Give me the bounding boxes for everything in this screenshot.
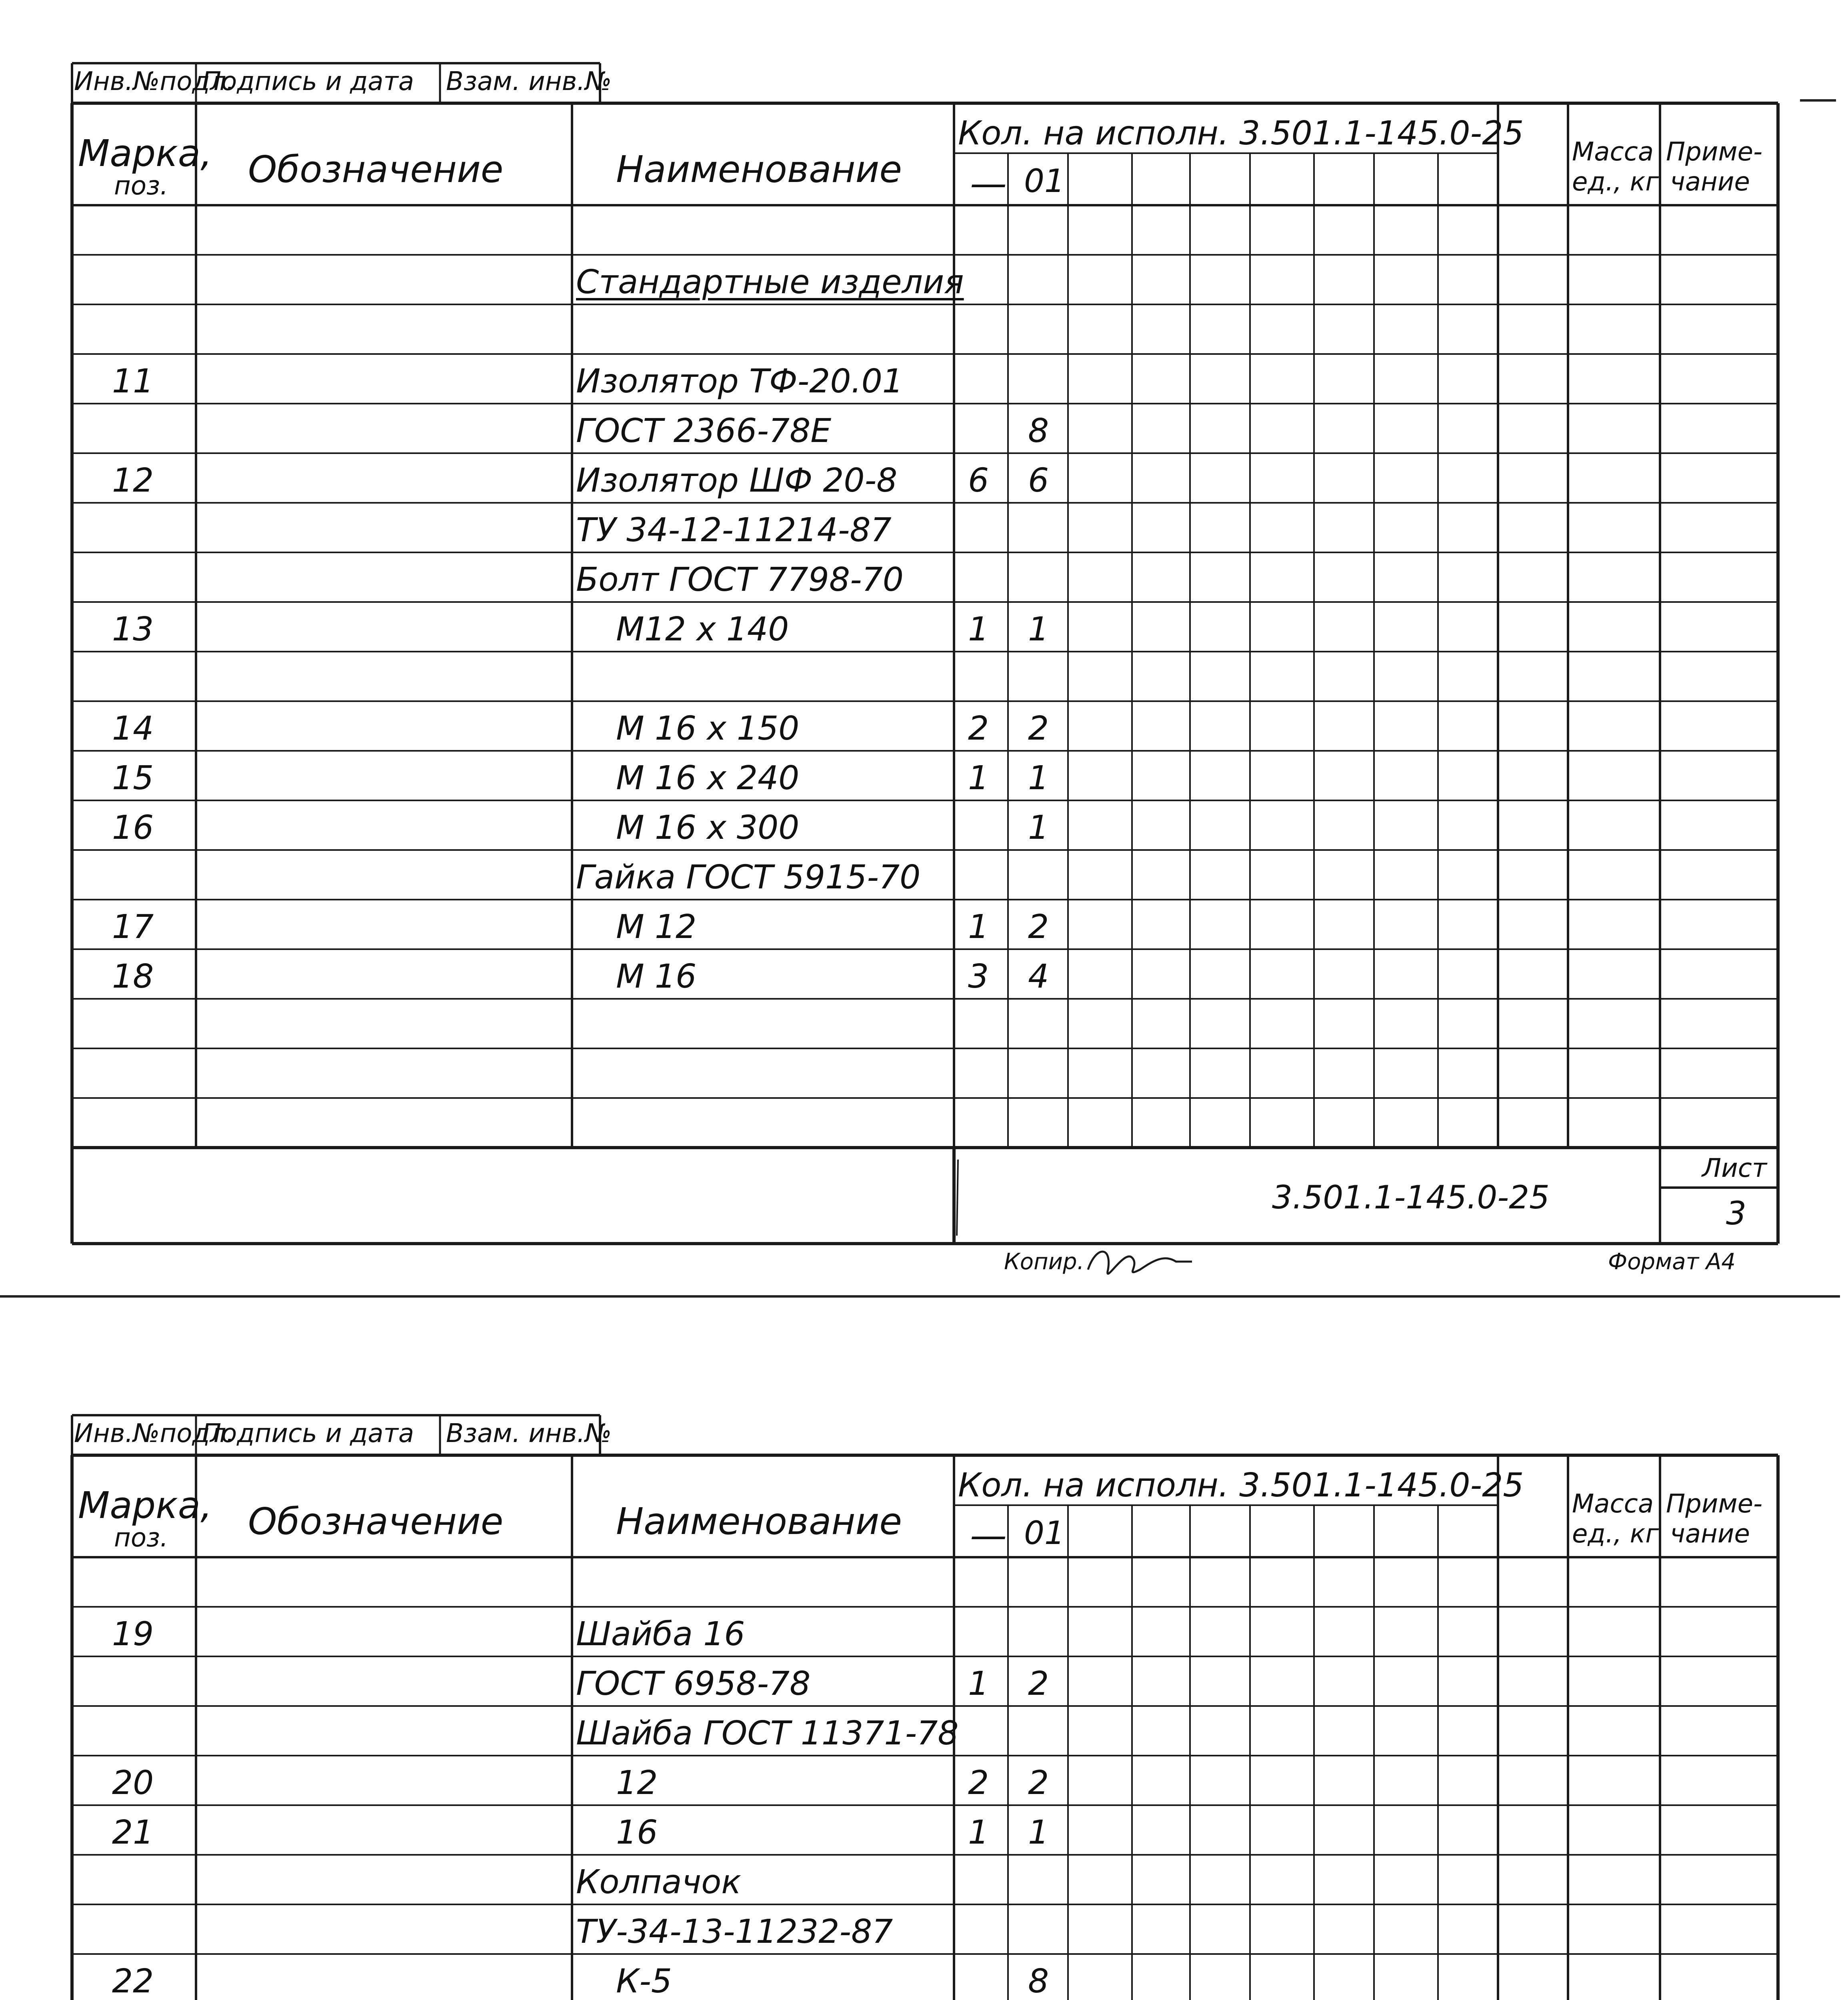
- table-grid: [0, 1352, 1848, 2000]
- row-qty-01: 2: [1028, 710, 1049, 748]
- row-qty-01: 1: [1028, 610, 1049, 648]
- header-variant-base: —: [970, 162, 1007, 205]
- row-name: К-5: [616, 1962, 672, 2000]
- row-name: М 12: [616, 908, 697, 946]
- row-name: ТУ-34-13-11232-87: [576, 1913, 893, 1951]
- row-qty-01: 8: [1028, 412, 1049, 450]
- row-name: Изолятор ШФ 20-8: [576, 462, 898, 500]
- header-variant-01: 01: [1024, 162, 1065, 200]
- copy-label: Копир.: [1004, 1249, 1084, 1275]
- header-mass-unit: ед., кг: [1572, 1519, 1659, 1549]
- row-qty-base: 6: [968, 462, 989, 500]
- row-qty-base: 2: [968, 710, 989, 748]
- header-qty: Кол. на исполн. 3.501.1-145.0-25: [958, 114, 1524, 152]
- header-designation: Обозначение: [248, 1500, 504, 1543]
- row-position: 11: [112, 362, 154, 400]
- row-position: 16: [112, 809, 154, 847]
- edge-mark: [1800, 99, 1836, 102]
- row-position: 12: [112, 462, 154, 500]
- header-name: Наименование: [616, 1500, 902, 1543]
- row-name: Шайба 16: [576, 1615, 745, 1653]
- header-name: Наименование: [616, 148, 902, 191]
- header-variant-base: —: [970, 1514, 1007, 1557]
- approval-inv-no: Инв.№подл.: [74, 67, 234, 96]
- header-mark: Марка,: [78, 1484, 212, 1527]
- row-qty-01: 4: [1028, 958, 1049, 996]
- row-position: 20: [112, 1764, 154, 1802]
- row-name: М 16 х 240: [616, 759, 800, 797]
- row-qty-base: 1: [968, 1814, 989, 1852]
- sheet-cut-line: [0, 1295, 1840, 1298]
- row-name: М12 х 140: [616, 610, 789, 648]
- pen-stroke: [957, 1160, 958, 1236]
- sheet-number: 3: [1726, 1195, 1746, 1232]
- row-position: 17: [112, 908, 154, 946]
- row-qty-01: 2: [1028, 1764, 1049, 1802]
- header-pos: поз.: [114, 171, 168, 201]
- row-qty-base: 1: [968, 610, 989, 648]
- header-variant-01: 01: [1024, 1514, 1065, 1552]
- row-position: 15: [112, 759, 154, 797]
- header-designation: Обозначение: [248, 148, 504, 191]
- header-note: Приме-: [1666, 1489, 1763, 1519]
- approval-signature-date: Подпись и дата: [202, 1419, 414, 1448]
- row-name: Колпачок: [576, 1863, 741, 1901]
- row-position: 19: [112, 1615, 154, 1653]
- header-mark: Марка,: [78, 132, 212, 175]
- row-qty-01: 8: [1028, 1962, 1049, 2000]
- format-label: Формат А4: [1608, 1249, 1736, 1275]
- approval-signature-date: Подпись и дата: [202, 67, 414, 96]
- row-qty-01: 1: [1028, 759, 1049, 797]
- doc-number: 3.501.1-145.0-25: [1272, 1179, 1550, 1216]
- header-pos: поз.: [114, 1523, 168, 1553]
- row-name: ТУ 34-12-11214-87: [576, 511, 892, 549]
- row-name: ГОСТ 6958-78: [576, 1665, 811, 1703]
- row-qty-01: 2: [1028, 1665, 1049, 1703]
- approval-replaced-inv: Взам. инв.№: [446, 1419, 612, 1448]
- row-name: ГОСТ 2366-78Е: [576, 412, 832, 450]
- header-mass: Масса: [1572, 1489, 1654, 1519]
- header-qty: Кол. на исполн. 3.501.1-145.0-25: [958, 1466, 1524, 1504]
- row-name: Шайба ГОСТ 11371-78: [576, 1714, 959, 1752]
- row-qty-base: 2: [968, 1764, 989, 1802]
- row-qty-base: 1: [968, 908, 989, 946]
- row-qty-01: 2: [1028, 908, 1049, 946]
- header-mass: Масса: [1572, 137, 1654, 167]
- row-position: 13: [112, 610, 154, 648]
- header-note-2: чание: [1670, 1519, 1750, 1549]
- header-mass-unit: ед., кг: [1572, 167, 1659, 197]
- row-qty-base: 1: [968, 1665, 989, 1703]
- row-name: Изолятор ТФ-20.01: [576, 362, 903, 400]
- row-qty-01: 1: [1028, 809, 1049, 847]
- copy-signature: [1088, 1252, 1192, 1274]
- row-position: 14: [112, 710, 154, 748]
- approval-replaced-inv: Взам. инв.№: [446, 67, 612, 96]
- row-position: 18: [112, 958, 154, 996]
- row-name: М 16 х 300: [616, 809, 800, 847]
- header-note-2: чание: [1670, 167, 1750, 197]
- spec-sheet-4: [0, 1352, 1848, 2000]
- row-qty-base: 3: [968, 958, 989, 996]
- row-name: Болт ГОСТ 7798-70: [576, 561, 904, 599]
- row-name: 16: [616, 1814, 658, 1852]
- row-qty-01: 1: [1028, 1814, 1049, 1852]
- row-name: М 16 х 150: [616, 710, 800, 748]
- row-qty-01: 6: [1028, 462, 1049, 500]
- row-position: 22: [112, 1962, 154, 2000]
- row-name: Гайка ГОСТ 5915-70: [576, 858, 921, 896]
- row-qty-base: 1: [968, 759, 989, 797]
- row-name: Стандартные изделия: [576, 263, 964, 301]
- approval-inv-no: Инв.№подл.: [74, 1419, 234, 1448]
- header-note: Приме-: [1666, 137, 1763, 167]
- row-position: 21: [112, 1814, 154, 1852]
- row-name: М 16: [616, 958, 697, 996]
- row-name: 12: [616, 1764, 658, 1802]
- sheet-label: Лист: [1702, 1154, 1767, 1183]
